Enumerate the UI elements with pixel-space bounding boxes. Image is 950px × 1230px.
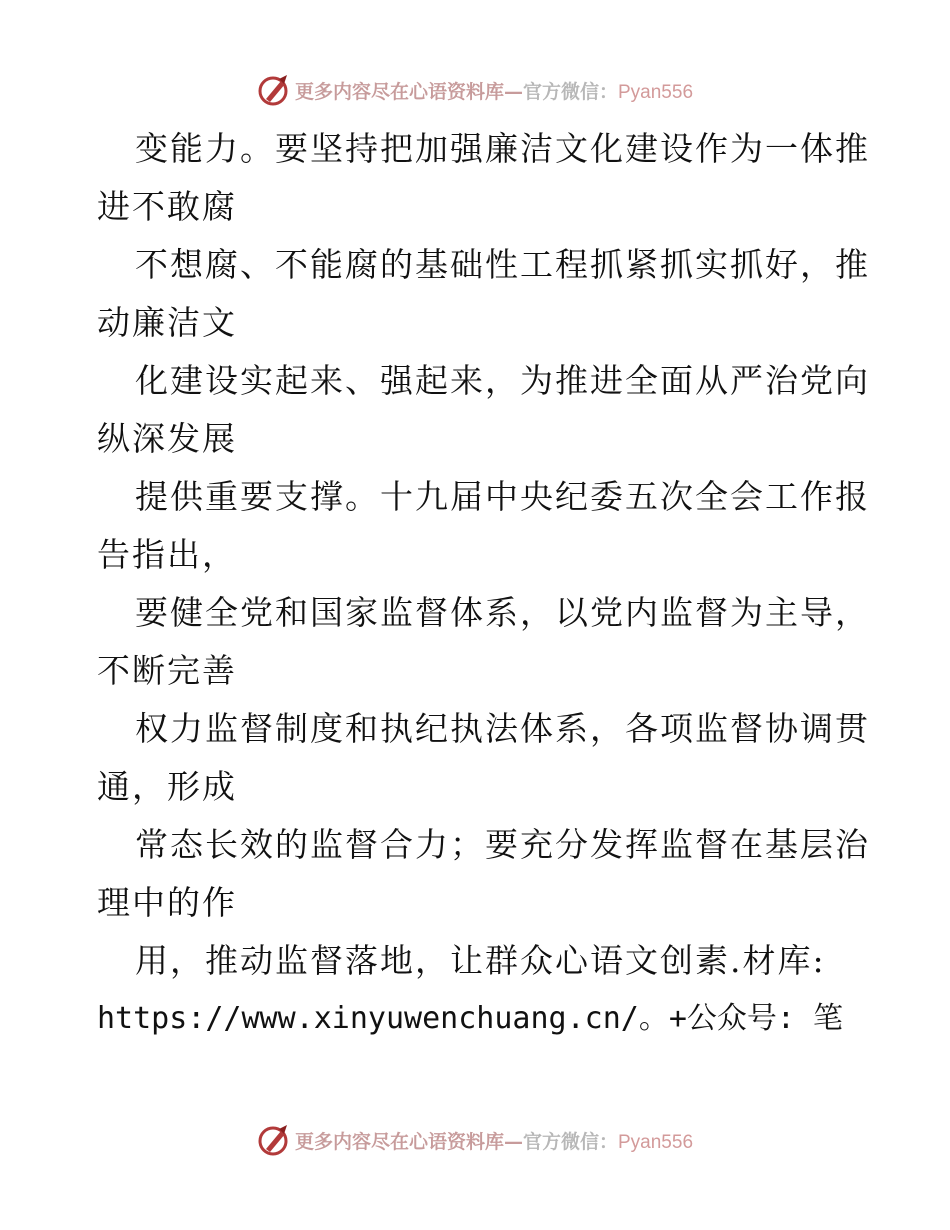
header-banner-text: 更多内容尽在心语资料库—官方微信：Pyan556 xyxy=(294,80,694,103)
text-line: 不断完善 xyxy=(97,651,237,690)
text-line: 化建设实起来、强起来，为推进全面从严治党向 xyxy=(135,361,870,400)
text-line: 变能力。要坚持把加强廉洁文化建设作为一体推 xyxy=(135,129,870,168)
url-line: https://www.xinyuwenchuang.cn/。+公众号: 笔 xyxy=(97,1001,844,1036)
text-line: 常态长效的监督合力；要充分发挥监督在基层治 xyxy=(135,825,870,864)
header-banner xyxy=(0,70,950,110)
footer-banner xyxy=(0,1120,950,1160)
text-line: 动廉洁文 xyxy=(97,303,237,342)
text-line: 纵深发展 xyxy=(97,419,237,458)
text-line: 通，形成 xyxy=(97,767,237,806)
text-line: 进不敢腐 xyxy=(97,187,237,226)
text-line: 用，推动监督落地，让群众心语文创素.材库: xyxy=(135,941,826,980)
text-line: 不想腐、不能腐的基础性工程抓紧抓实抓好，推 xyxy=(135,245,870,284)
text-line: 权力监督制度和执纪执法体系，各项监督协调贯 xyxy=(135,709,870,748)
pen-logo-icon xyxy=(257,1123,291,1157)
footer-banner-text: 更多内容尽在心语资料库—官方微信：Pyan556 xyxy=(294,1130,694,1153)
pen-logo-icon xyxy=(257,73,291,107)
text-line: 提供重要支撑。十九届中央纪委五次全会工作报 xyxy=(135,477,870,516)
text-line: 要健全党和国家监督体系，以党内监督为主导， xyxy=(135,593,870,632)
document-body xyxy=(97,120,870,1048)
text-line: 理中的作 xyxy=(97,883,237,922)
text-line: 告指出， xyxy=(97,535,237,574)
